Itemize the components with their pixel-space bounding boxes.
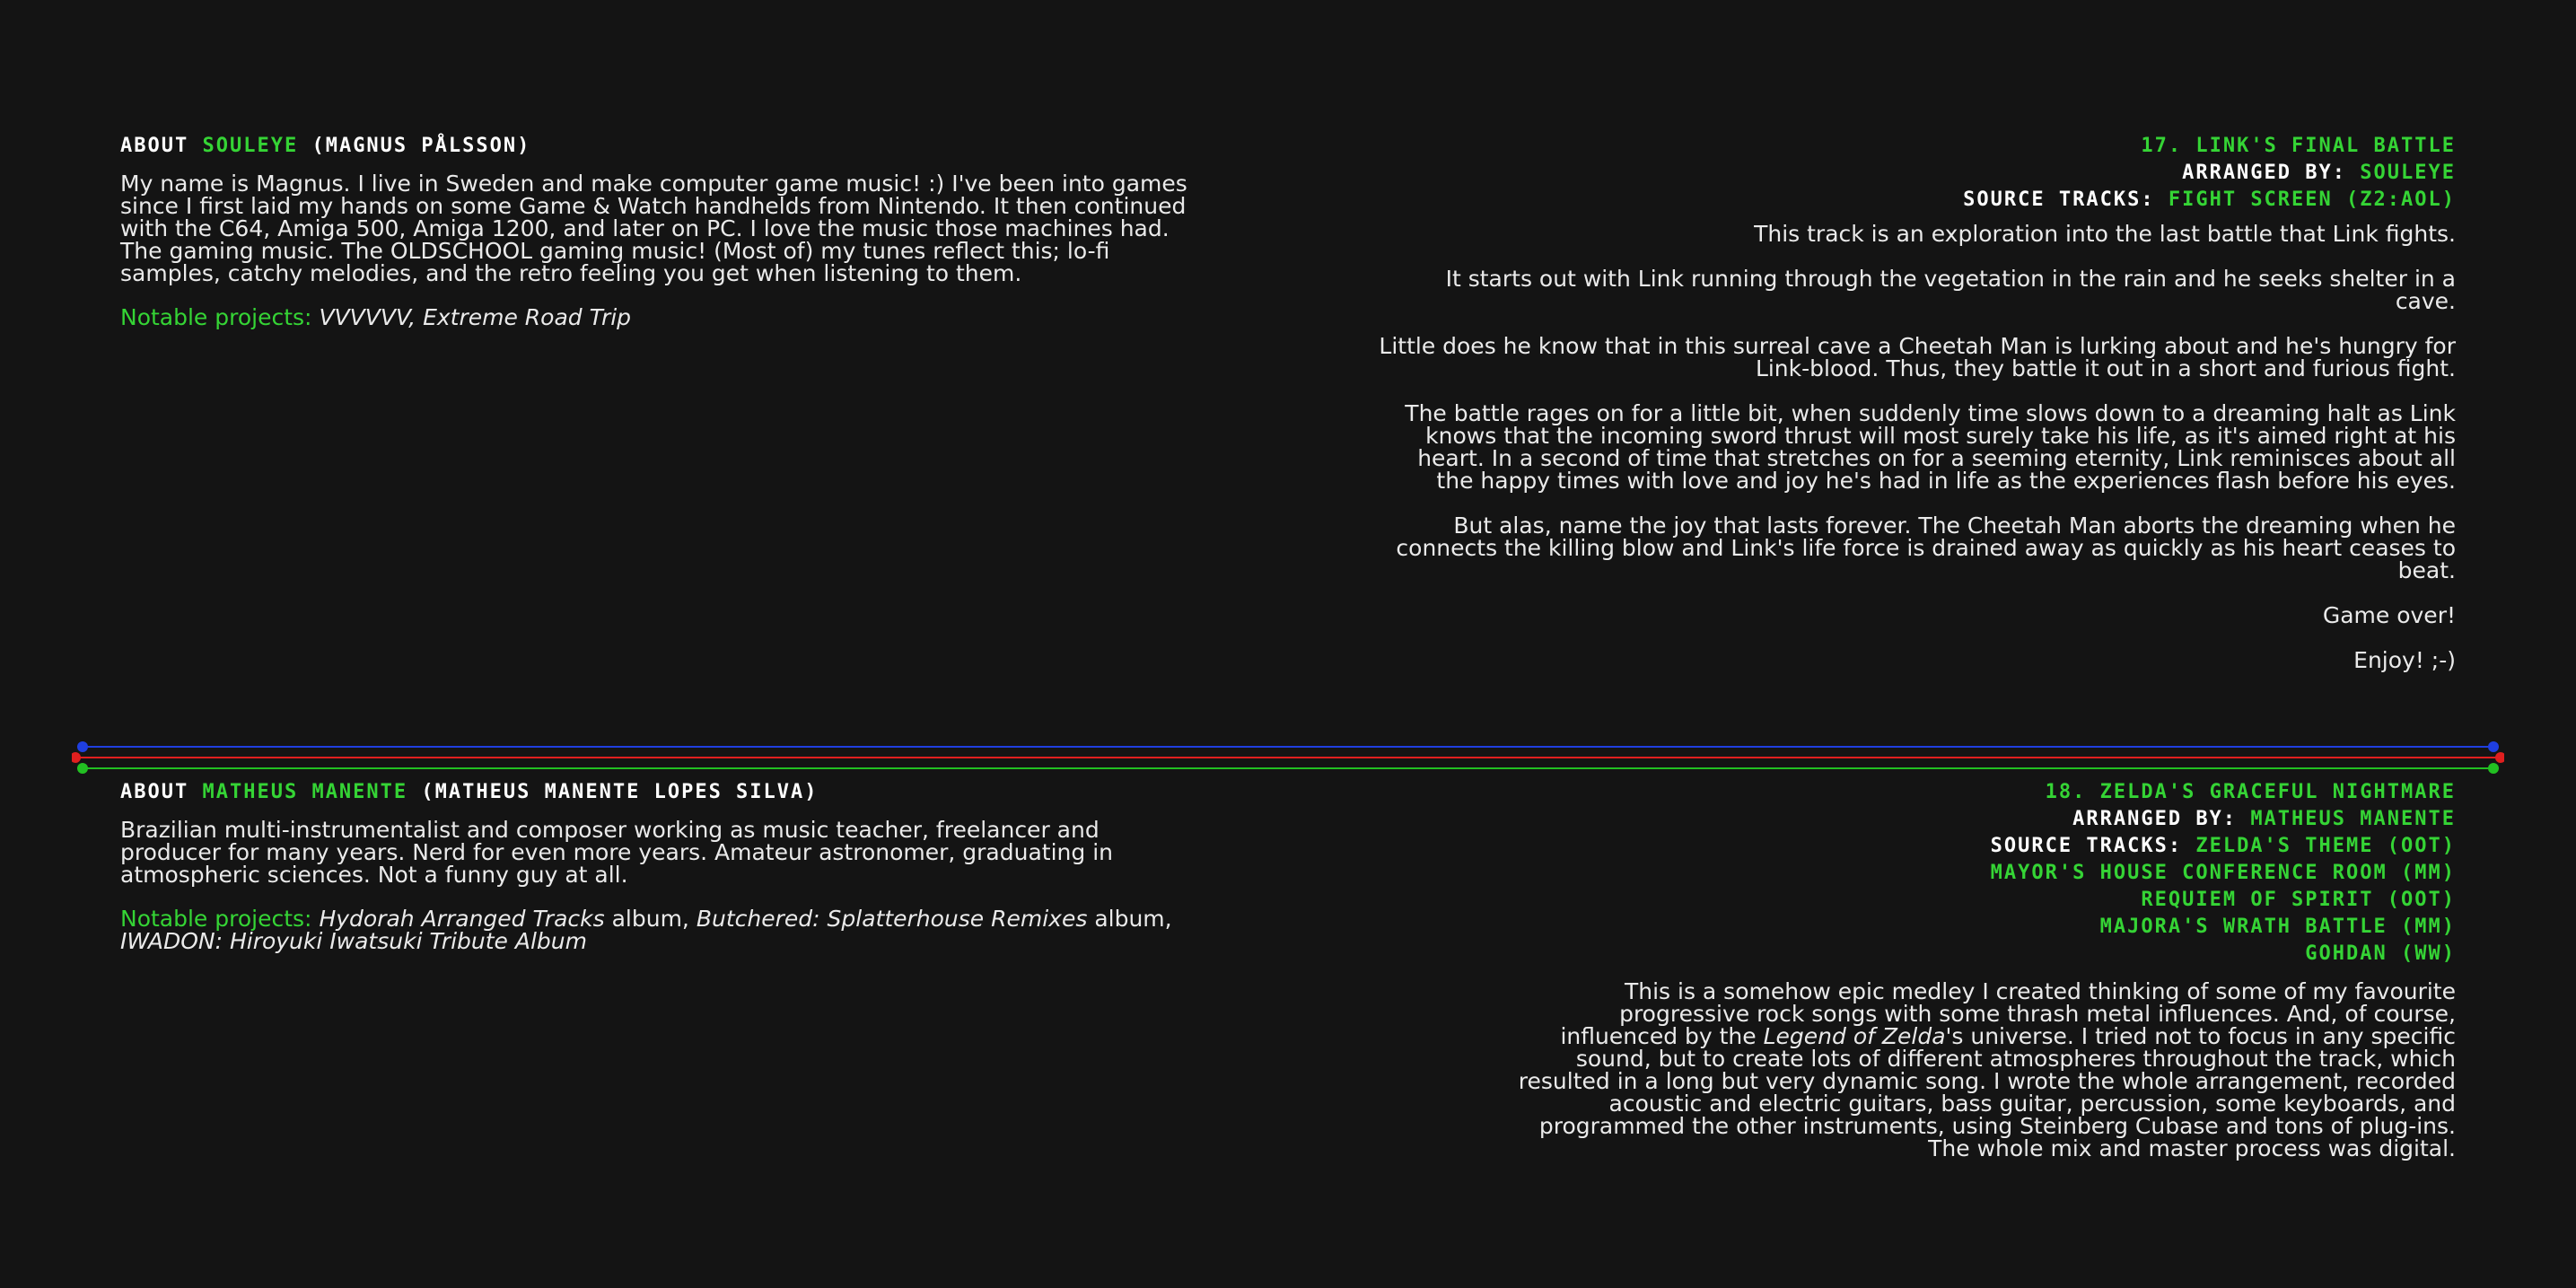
track-paragraph: Game over! bbox=[2322, 602, 2456, 628]
source-track-item: MAYOR'S HOUSE CONFERENCE ROOM (MM) bbox=[1990, 862, 2456, 884]
divider-dot-green-left bbox=[77, 763, 88, 774]
track-paragraph: But alas, name the joy that lasts forever. The Cheetah Man aborts the dreaming when he connects the killing blow and Link's life force is drained away as quickly as his heart ceases to beat. bbox=[1396, 513, 2456, 583]
notable-projects: Notable projects: VVVVVV, Extreme Road Trip bbox=[120, 304, 632, 330]
arranged-by: ARRANGED BY: SOULEYE bbox=[2182, 162, 2456, 184]
track-description bbox=[1379, 223, 2456, 671]
source-track-item: MAJORA'S WRATH BATTLE (MM) bbox=[2099, 916, 2456, 938]
artist-full-name: (MAGNUS PÅLSSON) bbox=[311, 135, 531, 157]
divider-dot-blue-left bbox=[77, 741, 88, 752]
about-heading: ABOUT SOULEYE (MAGNUS PÅLSSON) bbox=[120, 135, 531, 157]
divider-dot-red-left bbox=[72, 752, 81, 763]
track-paragraph: Enjoy! ;-) bbox=[2353, 647, 2456, 673]
artist-bio: Brazilian multi-instrumentalist and composer working as music teacher, freelancer and producer for many years. Nerd for even more years. Amateur astronomer, graduating in atmospheric sciences. Not a funny guy at all. bbox=[120, 817, 1113, 888]
source-track-item: GOHDAN (WW) bbox=[2305, 942, 2456, 965]
source-track-item: REQUIEM OF SPIRIT (OOT) bbox=[2141, 889, 2456, 911]
artist-full-name: (MATHEUS MANENTE LOPES SILVA) bbox=[421, 781, 819, 803]
about-souleye bbox=[120, 133, 1197, 350]
source-tracks: SOURCE TRACKS: FIGHT SCREEN (Z2:AOL) bbox=[1963, 188, 2456, 211]
arranged-by: ARRANGED BY: MATHEUS MANENTE bbox=[2072, 808, 2456, 830]
source-tracks: SOURCE TRACKS: ZELDA'S THEME (OOT) bbox=[1990, 835, 2456, 857]
track-paragraph: It starts out with Link running through the vegetation in the rain and he seeks shelter in a cave. bbox=[1445, 266, 2456, 314]
divider-dot-red-right bbox=[2495, 752, 2504, 763]
artist-name: MATHEUS MANENTE bbox=[202, 781, 408, 803]
about-heading: ABOUT MATHEUS MANENTE (MATHEUS MANENTE LOPES SILVA) bbox=[120, 781, 819, 803]
divider-dot-green-right bbox=[2488, 763, 2499, 774]
track-18 bbox=[1379, 779, 2456, 1182]
section-divider bbox=[72, 738, 2504, 779]
artist-bio: My name is Magnus. I live in Sweden and make computer game music! :) I've been into games since I first laid my hands on some Game & Watch handhelds from Nintendo. It then continued with the C64, Amiga 500, Amiga 1200, and later on PC. I love the music those machines had. The gaming music. The OLDSCHOOL gaming music! (Most of) my tunes reflect this; lo-fi samples, catchy melodies, and the retro feeling you get when listening to them. bbox=[120, 171, 1187, 286]
track-title: 17. LINK'S FINAL BATTLE bbox=[2141, 135, 2456, 157]
about-matheus bbox=[120, 779, 1197, 974]
artist-name: SOULEYE bbox=[202, 135, 299, 157]
track-description: This is a somehow epic medley I created thinking of some of my favourite progressive rock songs with some thrash metal influences. And, of course, influenced by the Legend of Zelda's universe. I tried not to focus in any specific sound, but to create lots of different atmospheres throughout the track, which resulted in a long but very dynamic song. I wrote the whole arrangement, recorded acoustic and electric guitars, bass guitar, percussion, some keyboards, and programmed the other instruments, using Steinberg Cubase and tons of plug-ins. The whole mix and master process was digital. bbox=[1518, 978, 2456, 1161]
track-17 bbox=[1379, 133, 2456, 694]
track-paragraph: This track is an exploration into the last battle that Link fights. bbox=[1754, 221, 2456, 247]
divider-dot-blue-right bbox=[2488, 741, 2499, 752]
track-paragraph: The battle rages on for a little bit, when suddenly time slows down to a dreaming halt as Link knows that the incoming sword thrust will most surely take his life, as it's aimed right at his heart. In a second of time that stretches on for a seeming eternity, Link reminisces about all the happy times with love and joy he's had in life as the experiences flash before his eyes. bbox=[1405, 400, 2456, 494]
track-title: 18. ZELDA'S GRACEFUL NIGHTMARE bbox=[2045, 781, 2456, 803]
notable-projects: Notable projects: Hydorah Arranged Tracks album, Butchered: Splatterhouse Remixes album, IWADON: Hiroyuki Iwatsuki Tribute Album bbox=[120, 906, 1172, 954]
track-paragraph: Little does he know that in this surreal cave a Cheetah Man is lurking about and he's hungry for Link-blood. Thus, they battle it out in a short and furious fight. bbox=[1379, 333, 2456, 381]
